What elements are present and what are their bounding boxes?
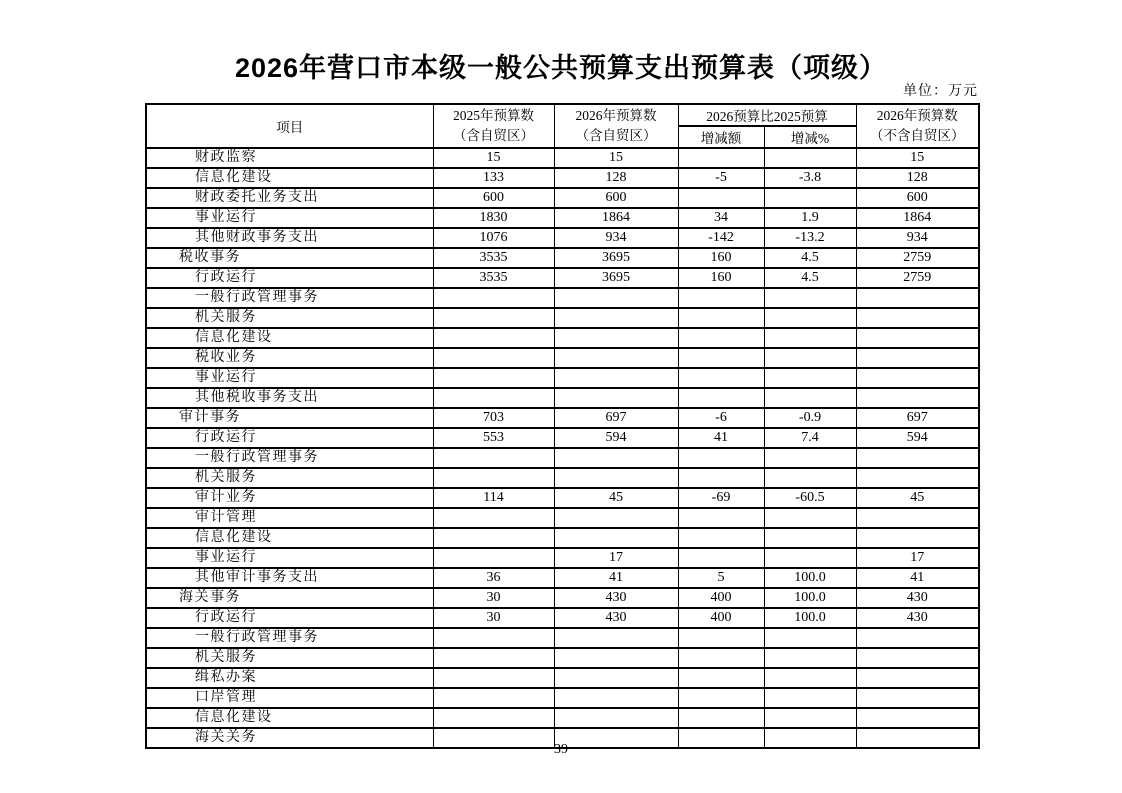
cell-budget-2025 bbox=[433, 688, 554, 708]
cell-delta bbox=[678, 708, 764, 728]
cell-pct bbox=[764, 388, 856, 408]
cell-budget-2026 bbox=[554, 628, 678, 648]
cell-delta: -69 bbox=[678, 488, 764, 508]
row-label: 其他财政事务支出 bbox=[146, 228, 433, 248]
page-number: 39 bbox=[554, 742, 568, 757]
table-row bbox=[146, 448, 979, 468]
table-row bbox=[146, 168, 979, 188]
cell-delta bbox=[678, 648, 764, 668]
table-row bbox=[146, 668, 979, 688]
header-budget-2025-line2: （含自贸区） bbox=[453, 128, 534, 143]
row-label: 审计业务 bbox=[146, 488, 433, 508]
cell-pct bbox=[764, 548, 856, 568]
cell-budget-2026: 430 bbox=[554, 608, 678, 628]
cell-budget-2026: 3695 bbox=[554, 268, 678, 288]
table-row bbox=[146, 548, 979, 568]
cell-pct bbox=[764, 688, 856, 708]
cell-budget-2026-excl bbox=[856, 328, 979, 348]
header-budget-2026-excl-line1: 2026年预算数 bbox=[876, 108, 958, 123]
cell-delta bbox=[678, 348, 764, 368]
header-budget-2026-line2: （含自贸区） bbox=[575, 128, 657, 143]
cell-budget-2025 bbox=[433, 308, 554, 328]
cell-budget-2026-excl: 2759 bbox=[856, 248, 979, 268]
cell-budget-2026-excl: 600 bbox=[856, 188, 979, 208]
table-row bbox=[146, 588, 979, 608]
table-header bbox=[146, 104, 979, 148]
table-row bbox=[146, 508, 979, 528]
cell-budget-2025: 36 bbox=[433, 568, 554, 588]
cell-delta bbox=[678, 328, 764, 348]
cell-budget-2026: 430 bbox=[554, 588, 678, 608]
cell-budget-2025 bbox=[433, 328, 554, 348]
cell-budget-2026-excl: 934 bbox=[856, 228, 979, 248]
cell-delta: 160 bbox=[678, 268, 764, 288]
header-budget-2025 bbox=[433, 104, 554, 148]
row-label: 一般行政管理事务 bbox=[146, 288, 433, 308]
table-row bbox=[146, 428, 979, 448]
cell-budget-2026 bbox=[554, 288, 678, 308]
cell-budget-2026-excl: 2759 bbox=[856, 268, 979, 288]
cell-budget-2026-excl: 17 bbox=[856, 548, 979, 568]
table-row bbox=[146, 648, 979, 668]
row-label: 税收事务 bbox=[146, 248, 433, 268]
cell-delta: -6 bbox=[678, 408, 764, 428]
cell-pct bbox=[764, 148, 856, 168]
cell-pct bbox=[764, 188, 856, 208]
cell-delta bbox=[678, 528, 764, 548]
cell-budget-2026 bbox=[554, 308, 678, 328]
table-row bbox=[146, 528, 979, 548]
table-row bbox=[146, 568, 979, 588]
cell-budget-2026: 15 bbox=[554, 148, 678, 168]
row-label: 其他税收事务支出 bbox=[146, 388, 433, 408]
table-body bbox=[146, 148, 979, 748]
cell-pct: -13.2 bbox=[764, 228, 856, 248]
cell-delta: -5 bbox=[678, 168, 764, 188]
cell-delta: 41 bbox=[678, 428, 764, 448]
cell-delta bbox=[678, 308, 764, 328]
cell-budget-2026-excl: 45 bbox=[856, 488, 979, 508]
cell-budget-2025: 3535 bbox=[433, 248, 554, 268]
cell-budget-2026 bbox=[554, 448, 678, 468]
table-row bbox=[146, 328, 979, 348]
row-label: 机关服务 bbox=[146, 468, 433, 488]
row-label: 税收业务 bbox=[146, 348, 433, 368]
cell-budget-2026-excl bbox=[856, 388, 979, 408]
cell-pct: 4.5 bbox=[764, 268, 856, 288]
table-row bbox=[146, 208, 979, 228]
row-label: 一般行政管理事务 bbox=[146, 448, 433, 468]
table-row bbox=[146, 308, 979, 328]
cell-budget-2026-excl bbox=[856, 708, 979, 728]
row-label: 行政运行 bbox=[146, 608, 433, 628]
header-item: 项目 bbox=[146, 104, 433, 148]
cell-budget-2026-excl: 594 bbox=[856, 428, 979, 448]
cell-budget-2026: 934 bbox=[554, 228, 678, 248]
cell-pct bbox=[764, 328, 856, 348]
row-label: 财政监察 bbox=[146, 148, 433, 168]
row-label: 事业运行 bbox=[146, 368, 433, 388]
cell-delta bbox=[678, 508, 764, 528]
cell-budget-2026-excl bbox=[856, 368, 979, 388]
cell-delta: -142 bbox=[678, 228, 764, 248]
cell-budget-2025 bbox=[433, 468, 554, 488]
table-row bbox=[146, 288, 979, 308]
cell-delta bbox=[678, 628, 764, 648]
cell-budget-2025 bbox=[433, 448, 554, 468]
cell-pct bbox=[764, 468, 856, 488]
cell-budget-2026 bbox=[554, 688, 678, 708]
cell-budget-2026-excl: 697 bbox=[856, 408, 979, 428]
cell-budget-2025 bbox=[433, 368, 554, 388]
row-label: 审计管理 bbox=[146, 508, 433, 528]
cell-budget-2026: 594 bbox=[554, 428, 678, 448]
cell-budget-2026-excl bbox=[856, 508, 979, 528]
cell-budget-2026 bbox=[554, 468, 678, 488]
unit-label: 单位：万元 bbox=[903, 84, 978, 99]
cell-pct bbox=[764, 448, 856, 468]
cell-budget-2026-excl bbox=[856, 528, 979, 548]
cell-budget-2025: 114 bbox=[433, 488, 554, 508]
row-label: 事业运行 bbox=[146, 548, 433, 568]
cell-budget-2025 bbox=[433, 628, 554, 648]
cell-budget-2026: 3695 bbox=[554, 248, 678, 268]
cell-budget-2025: 1830 bbox=[433, 208, 554, 228]
cell-delta bbox=[678, 388, 764, 408]
cell-budget-2026: 45 bbox=[554, 488, 678, 508]
cell-budget-2025 bbox=[433, 528, 554, 548]
row-label: 行政运行 bbox=[146, 428, 433, 448]
table-row bbox=[146, 688, 979, 708]
cell-delta bbox=[678, 688, 764, 708]
cell-budget-2026: 697 bbox=[554, 408, 678, 428]
cell-budget-2026 bbox=[554, 368, 678, 388]
cell-delta: 400 bbox=[678, 608, 764, 628]
cell-budget-2025: 553 bbox=[433, 428, 554, 448]
cell-budget-2026-excl bbox=[856, 648, 979, 668]
row-label: 口岸管理 bbox=[146, 688, 433, 708]
cell-budget-2026 bbox=[554, 328, 678, 348]
cell-budget-2025: 30 bbox=[433, 608, 554, 628]
cell-budget-2026-excl bbox=[856, 628, 979, 648]
table-row bbox=[146, 148, 979, 168]
cell-pct: 1.9 bbox=[764, 208, 856, 228]
header-budget-2026-line1: 2026年预算数 bbox=[575, 108, 657, 123]
cell-budget-2026-excl: 1864 bbox=[856, 208, 979, 228]
cell-pct: 100.0 bbox=[764, 568, 856, 588]
cell-delta bbox=[678, 188, 764, 208]
page-title: 2026年营口市本级一般公共预算支出预算表（项级） bbox=[234, 53, 888, 83]
cell-delta bbox=[678, 448, 764, 468]
cell-pct: 7.4 bbox=[764, 428, 856, 448]
cell-delta bbox=[678, 288, 764, 308]
cell-delta bbox=[678, 368, 764, 388]
row-label: 一般行政管理事务 bbox=[146, 628, 433, 648]
cell-budget-2026-excl: 128 bbox=[856, 168, 979, 188]
row-label: 机关服务 bbox=[146, 308, 433, 328]
cell-budget-2025: 30 bbox=[433, 588, 554, 608]
cell-pct bbox=[764, 628, 856, 648]
cell-budget-2026-excl bbox=[856, 468, 979, 488]
cell-budget-2025 bbox=[433, 388, 554, 408]
cell-budget-2025 bbox=[433, 648, 554, 668]
table-row bbox=[146, 708, 979, 728]
row-label: 审计事务 bbox=[146, 408, 433, 428]
budget-table bbox=[145, 103, 980, 749]
cell-budget-2026 bbox=[554, 708, 678, 728]
header-budget-2026-excl-line2: （不含自贸区） bbox=[870, 128, 965, 143]
header-compare: 2026预算比2025预算 bbox=[678, 104, 856, 126]
cell-pct bbox=[764, 308, 856, 328]
header-budget-2026-excl bbox=[856, 104, 979, 148]
header-delta: 增减额 bbox=[678, 126, 764, 148]
cell-delta bbox=[678, 548, 764, 568]
cell-pct bbox=[764, 368, 856, 388]
cell-pct bbox=[764, 528, 856, 548]
cell-pct bbox=[764, 708, 856, 728]
cell-budget-2025: 133 bbox=[433, 168, 554, 188]
table-row bbox=[146, 408, 979, 428]
cell-pct bbox=[764, 648, 856, 668]
header-budget-2025-line1: 2025年预算数 bbox=[453, 108, 534, 123]
header-budget-2026 bbox=[554, 104, 678, 148]
table-row bbox=[146, 228, 979, 248]
cell-pct bbox=[764, 288, 856, 308]
cell-pct: -0.9 bbox=[764, 408, 856, 428]
row-label: 海关关务 bbox=[146, 728, 433, 748]
cell-budget-2026-excl: 41 bbox=[856, 568, 979, 588]
cell-budget-2026 bbox=[554, 508, 678, 528]
cell-budget-2025 bbox=[433, 348, 554, 368]
cell-budget-2026 bbox=[554, 648, 678, 668]
cell-pct: 4.5 bbox=[764, 248, 856, 268]
cell-delta bbox=[678, 148, 764, 168]
cell-budget-2025: 3535 bbox=[433, 268, 554, 288]
cell-delta: 400 bbox=[678, 588, 764, 608]
table-row bbox=[146, 488, 979, 508]
cell-pct: -3.8 bbox=[764, 168, 856, 188]
table-row bbox=[146, 388, 979, 408]
cell-budget-2025: 703 bbox=[433, 408, 554, 428]
cell-delta bbox=[678, 468, 764, 488]
table-row bbox=[146, 248, 979, 268]
table-row bbox=[146, 348, 979, 368]
cell-budget-2026: 17 bbox=[554, 548, 678, 568]
cell-delta bbox=[678, 668, 764, 688]
cell-budget-2026-excl bbox=[856, 668, 979, 688]
table-row bbox=[146, 628, 979, 648]
cell-budget-2026-excl bbox=[856, 288, 979, 308]
row-label: 财政委托业务支出 bbox=[146, 188, 433, 208]
row-label: 行政运行 bbox=[146, 268, 433, 288]
cell-pct: 100.0 bbox=[764, 608, 856, 628]
cell-budget-2026 bbox=[554, 668, 678, 688]
cell-budget-2025 bbox=[433, 548, 554, 568]
table-row bbox=[146, 608, 979, 628]
table-row bbox=[146, 268, 979, 288]
cell-budget-2026-excl bbox=[856, 348, 979, 368]
cell-budget-2025 bbox=[433, 708, 554, 728]
cell-budget-2025: 15 bbox=[433, 148, 554, 168]
cell-pct: 100.0 bbox=[764, 588, 856, 608]
cell-pct bbox=[764, 508, 856, 528]
cell-budget-2026-excl bbox=[856, 308, 979, 328]
row-label: 海关事务 bbox=[146, 588, 433, 608]
cell-budget-2026: 1864 bbox=[554, 208, 678, 228]
row-label: 信息化建设 bbox=[146, 708, 433, 728]
row-label: 信息化建设 bbox=[146, 328, 433, 348]
table-row bbox=[146, 368, 979, 388]
cell-budget-2026-excl bbox=[856, 448, 979, 468]
cell-budget-2026: 41 bbox=[554, 568, 678, 588]
header-pct: 增减% bbox=[764, 126, 856, 148]
cell-budget-2026-excl: 430 bbox=[856, 588, 979, 608]
row-label: 缉私办案 bbox=[146, 668, 433, 688]
cell-budget-2026: 600 bbox=[554, 188, 678, 208]
cell-budget-2026: 128 bbox=[554, 168, 678, 188]
cell-budget-2025 bbox=[433, 668, 554, 688]
row-label: 信息化建设 bbox=[146, 528, 433, 548]
row-label: 其他审计事务支出 bbox=[146, 568, 433, 588]
cell-budget-2026-excl: 430 bbox=[856, 608, 979, 628]
cell-budget-2026-excl: 15 bbox=[856, 148, 979, 168]
cell-budget-2025 bbox=[433, 508, 554, 528]
cell-budget-2025: 1076 bbox=[433, 228, 554, 248]
cell-budget-2025: 600 bbox=[433, 188, 554, 208]
row-label: 信息化建设 bbox=[146, 168, 433, 188]
cell-budget-2026 bbox=[554, 388, 678, 408]
table-row bbox=[146, 188, 979, 208]
cell-budget-2026-excl bbox=[856, 688, 979, 708]
table-row bbox=[146, 468, 979, 488]
cell-pct: -60.5 bbox=[764, 488, 856, 508]
cell-delta: 34 bbox=[678, 208, 764, 228]
cell-budget-2026 bbox=[554, 528, 678, 548]
row-label: 事业运行 bbox=[146, 208, 433, 228]
cell-budget-2025 bbox=[433, 288, 554, 308]
cell-pct bbox=[764, 668, 856, 688]
cell-delta: 5 bbox=[678, 568, 764, 588]
cell-pct bbox=[764, 348, 856, 368]
row-label: 机关服务 bbox=[146, 648, 433, 668]
cell-delta: 160 bbox=[678, 248, 764, 268]
cell-budget-2026 bbox=[554, 348, 678, 368]
